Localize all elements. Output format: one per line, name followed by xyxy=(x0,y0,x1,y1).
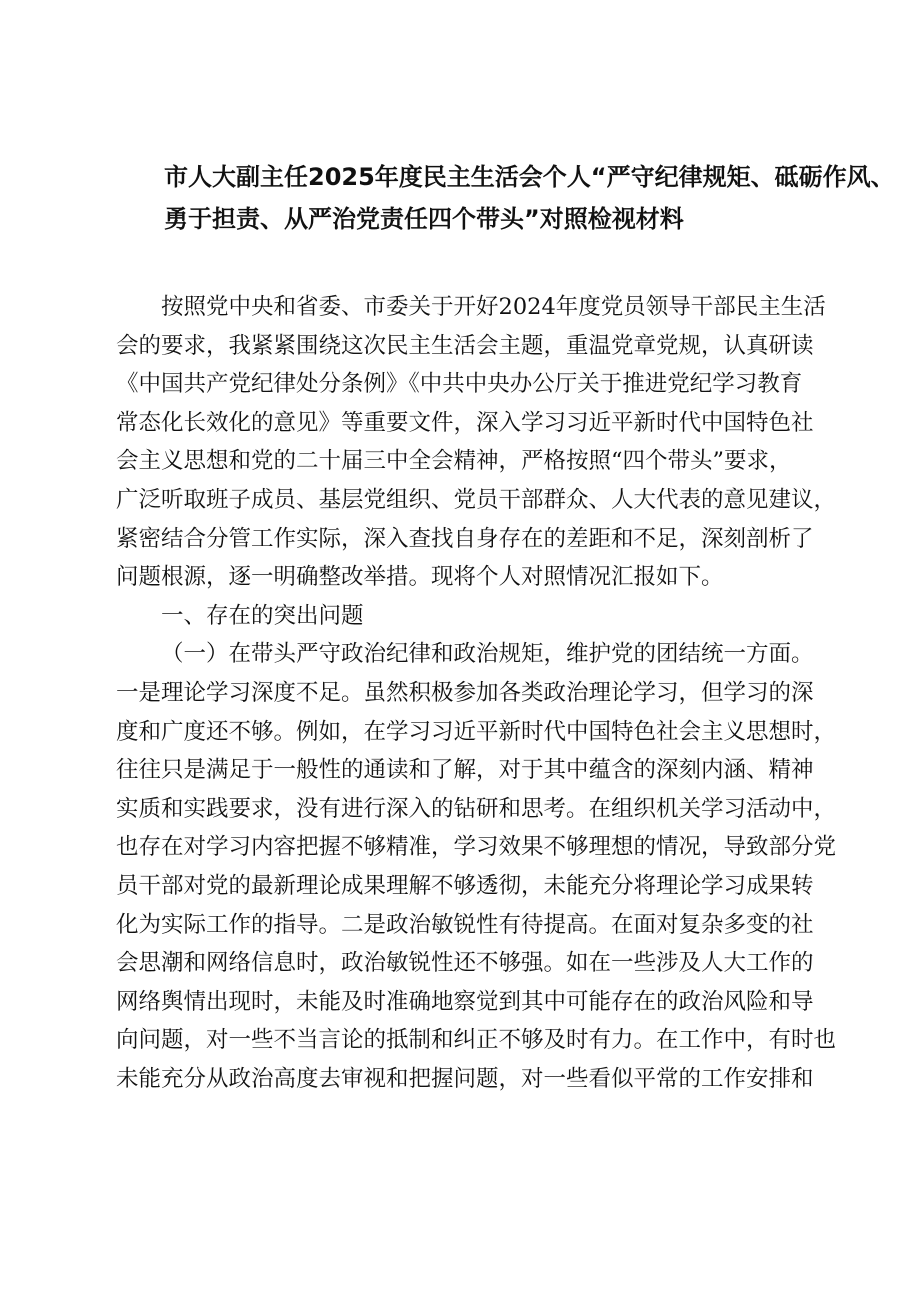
intro-line: 问题根源，逐一明确整改举措。现将个人对照情况汇报如下。 xyxy=(116,564,724,591)
body-line: 员干部对党的最新理论成果理解不够透彻，未能充分将理论学习成果转 xyxy=(116,872,814,899)
subsection-heading: （一）在带头严守政治纪律和政治规矩，维护党的团结统一方面。 xyxy=(161,641,814,668)
section-heading: 一、存在的突出问题 xyxy=(161,602,364,629)
intro-line: 广泛听取班子成员、基层党组织、党员干部群众、人大代表的意见建议， xyxy=(116,486,837,513)
intro-line: 常态化长效化的意见》等重要文件，深入学习习近平新时代中国特色社 xyxy=(116,409,814,436)
intro-line: 《中国共产党纪律处分条例》《中共中央办公厅关于推进党纪学习教育 xyxy=(116,371,803,398)
title-line-1: 市人大副主任2025年度民主生活会个人“严守纪律规矩、砥砺作风、 xyxy=(164,163,895,191)
title-line-2: 勇于担责、从严治党责任四个带头”对照检视材料 xyxy=(164,205,684,233)
body-line: 也存在对学习内容把握不够精准，学习效果不够理想的情况，导致部分党 xyxy=(116,834,837,861)
body-line: 度和广度还不够。例如，在学习习近平新时代中国特色社会主义思想时， xyxy=(116,718,837,745)
body-line: 化为实际工作的指导。二是政治敏锐性有待提高。在面对复杂多变的社 xyxy=(116,911,814,938)
intro-line: 按照党中央和省委、市委关于开好2024年度党员领导干部民主生活 xyxy=(161,294,826,320)
body-line: 网络舆情出现时，未能及时准确地察觉到其中可能存在的政治风险和导 xyxy=(116,988,814,1015)
body-line: 实质和实践要求，没有进行深入的钻研和思考。在组织机关学习活动中， xyxy=(116,795,837,822)
body-line: 往往只是满足于一般性的通读和了解，对于其中蕴含的深刻内涵、精神 xyxy=(116,757,814,784)
body-line: 会思潮和网络信息时，政治敏锐性还不够强。如在一些涉及人大工作的 xyxy=(116,950,814,977)
intro-line: 会主义思想和党的二十届三中全会精神，严格按照“四个带头”要求， xyxy=(116,448,792,475)
document-body xyxy=(116,288,846,1098)
body-line: 向问题，对一些不当言论的抵制和纠正不够及时有力。在工作中，有时也 xyxy=(116,1027,837,1054)
document-title xyxy=(112,156,895,240)
intro-line: 紧密结合分管工作实际，深入查找自身存在的差距和不足，深刻剖析了 xyxy=(116,525,814,552)
body-line: 一是理论学习深度不足。虽然积极参加各类政治理论学习，但学习的深 xyxy=(116,679,814,706)
intro-line: 会的要求，我紧紧围绕这次民主生活会主题，重温党章党规，认真研读 xyxy=(116,332,814,359)
body-line: 未能充分从政治高度去审视和把握问题，对一些看似平常的工作安排和 xyxy=(116,1065,814,1092)
